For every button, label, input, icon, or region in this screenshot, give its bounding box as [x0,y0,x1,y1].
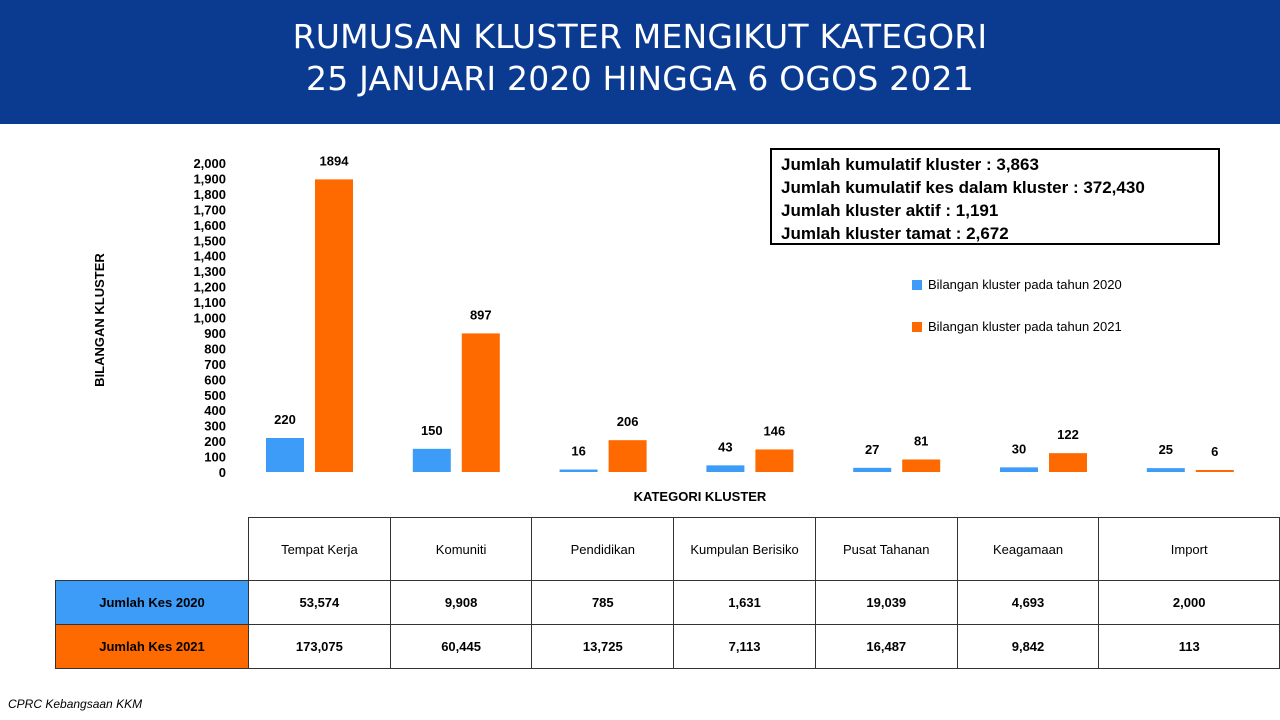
y-tick-label: 700 [204,356,226,372]
y-tick-label: 1,300 [193,264,226,280]
table-cell: 785 [532,581,674,625]
bar-2021 [1196,470,1234,472]
data-label: 25 [1158,442,1174,458]
bar-2020 [706,465,744,472]
y-tick-label: 2,000 [193,156,226,171]
table-cell: 9,842 [957,625,1099,669]
data-label: 27 [864,441,880,457]
x-axis-label: KATEGORI KLUSTER [633,489,767,504]
legend-label-2020: Bilangan kluster pada tahun 2020 [928,277,1122,292]
row-label-2021: Jumlah Kes 2021 [56,625,249,669]
table-cell: 53,574 [249,581,391,625]
y-tick-label: 1,800 [193,186,226,202]
legend-swatch-2020 [912,280,922,290]
y-tick-label: 1,200 [193,279,226,295]
legend-swatch-2021 [912,322,922,332]
data-label: 897 [469,307,492,323]
table-cell: 113 [1099,625,1280,669]
table-cell: 173,075 [249,625,391,669]
bar-2021 [755,449,793,472]
table-row [56,581,1280,625]
table-cell: 16,487 [815,625,957,669]
legend-label-2021: Bilangan kluster pada tahun 2021 [928,319,1122,334]
table-cell: 1,631 [674,581,816,625]
y-tick-label: 800 [204,341,226,357]
y-tick-label: 900 [204,325,226,341]
table-header-row [56,518,1280,581]
table-header-cell: Tempat Kerja [249,518,391,581]
bar-2021 [1049,453,1087,472]
y-tick-label: 1,900 [193,171,226,187]
page-title: RUMUSAN KLUSTER MENGIKUT KATEGORI [292,17,988,56]
table-cell: 2,000 [1099,581,1280,625]
data-label: 16 [571,443,586,459]
table-row [56,625,1280,669]
bar-2020 [1147,468,1185,472]
y-tick-label: 400 [204,403,226,419]
table-corner [56,518,249,581]
cases-table [55,517,1280,669]
table-header-cell: Pendidikan [532,518,674,581]
bar-2021 [609,440,647,472]
y-tick-label: 1,600 [193,217,226,233]
bar-2020 [560,470,598,472]
legend-item-2020 [912,277,1122,292]
table-cell: 60,445 [390,625,532,669]
bar-2021 [315,179,353,472]
summary-box [770,148,1220,245]
summary-line: Jumlah kluster aktif : 1,191 [781,201,999,220]
table-cell: 7,113 [674,625,816,669]
table-header-cell: Kumpulan Berisiko [674,518,816,581]
y-tick-label: 300 [204,418,226,434]
data-label: 146 [763,423,786,439]
y-tick-label: 1,700 [193,202,226,218]
data-label: 122 [1057,427,1079,443]
y-axis-label: BILANGAN KLUSTER [92,253,107,387]
y-tick-label: 1,000 [193,310,226,326]
row-label-2020: Jumlah Kes 2020 [56,581,249,625]
y-tick-label: 1,100 [193,295,226,311]
y-tick-label: 0 [218,465,226,480]
y-tick-label: 100 [204,449,226,465]
y-tick-label: 1,400 [193,248,226,264]
page-subtitle: 25 JANUARI 2020 HINGGA 6 OGOS 2021 [306,59,974,98]
data-label: 6 [1211,444,1219,459]
table-cell: 9,908 [390,581,532,625]
legend-item-2021 [912,319,1122,334]
table-cell: 13,725 [532,625,674,669]
data-label: 206 [616,414,639,430]
bar-2020 [413,449,451,472]
data-label: 43 [718,439,733,455]
bar-2020 [853,468,891,472]
summary-line: Jumlah kumulatif kluster : 3,863 [781,155,1039,174]
y-tick-label: 500 [204,387,226,403]
table-cell: 19,039 [815,581,957,625]
summary-line: Jumlah kumulatif kes dalam kluster : 372,430 [781,178,1145,197]
y-tick-label: 1,500 [193,233,226,249]
bar-2021 [462,333,500,472]
source-note: CPRC Kebangsaan KKM [8,697,143,711]
bar-2020 [1000,467,1038,472]
data-label: 30 [1011,441,1027,457]
table-header-cell: Komuniti [390,518,532,581]
table-header-cell: Keagamaan [957,518,1099,581]
summary-line: Jumlah kluster tamat : 2,672 [781,224,1009,243]
data-label: 220 [274,412,296,428]
data-label: 1894 [319,153,349,169]
y-tick-label: 600 [204,372,226,388]
table-cell: 4,693 [957,581,1099,625]
data-label: 81 [913,433,929,449]
bar-2021 [902,459,940,472]
table-header-cell: Import [1099,518,1280,581]
bar-2020 [266,438,304,472]
data-label: 150 [420,422,443,438]
table-header-cell: Pusat Tahanan [815,518,957,581]
y-tick-label: 200 [204,434,226,450]
